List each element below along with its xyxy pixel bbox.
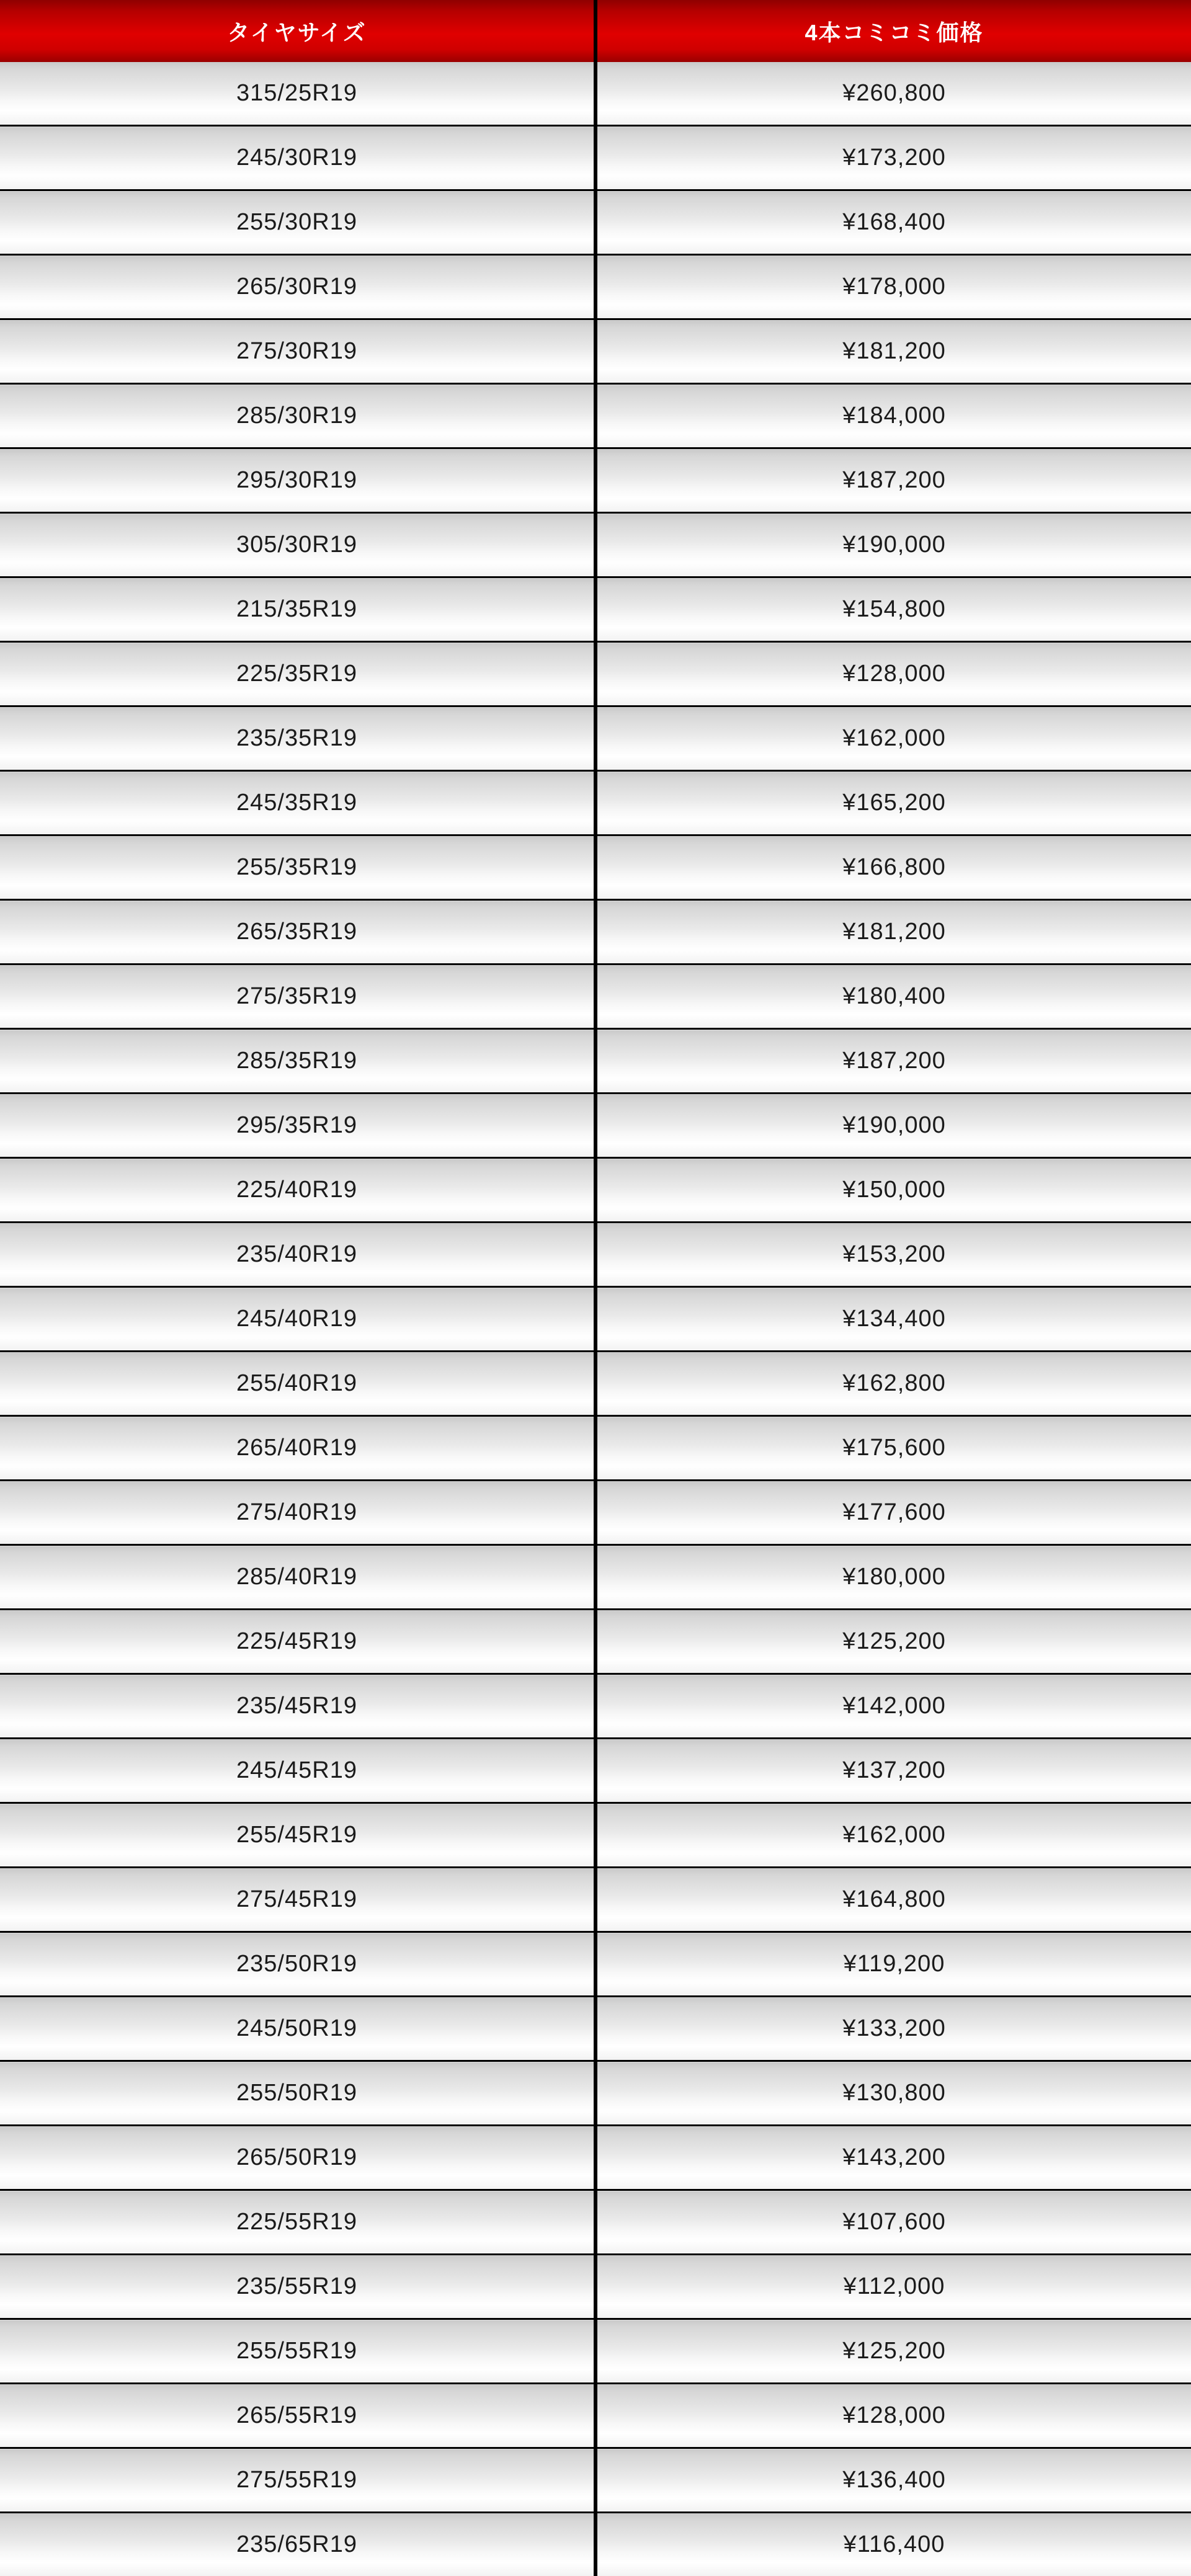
table-row (0, 2255, 1191, 2319)
cell-price (596, 836, 1191, 900)
table-row (0, 513, 1191, 577)
cell-tire-size (0, 577, 596, 642)
table-row (0, 642, 1191, 706)
price-value: ¥116,400 (597, 2531, 1191, 2558)
table-row (0, 1803, 1191, 1868)
cell-tire-size (0, 2126, 596, 2190)
price-value: ¥184,000 (597, 403, 1191, 429)
table-row (0, 1868, 1191, 1932)
price-value: ¥177,600 (597, 1499, 1191, 1526)
cell-tire-size (0, 513, 596, 577)
price-value: ¥150,000 (597, 1177, 1191, 1203)
table-row (0, 1481, 1191, 1545)
price-value: ¥181,200 (597, 338, 1191, 365)
cell-price (596, 1610, 1191, 1674)
cell-tire-size (0, 2448, 596, 2513)
cell-tire-size (0, 1029, 596, 1094)
tire-size-value: 295/30R19 (0, 467, 594, 494)
tire-size-value: 225/40R19 (0, 1177, 594, 1203)
price-value: ¥190,000 (597, 1112, 1191, 1139)
tire-size-value: 245/50R19 (0, 2015, 594, 2042)
price-value: ¥130,800 (597, 2080, 1191, 2106)
cell-tire-size (0, 1287, 596, 1352)
cell-tire-size (0, 1094, 596, 1158)
table-row (0, 2513, 1191, 2576)
table-row (0, 1674, 1191, 1739)
cell-price (596, 1416, 1191, 1481)
tire-size-value: 285/35R19 (0, 1048, 594, 1074)
cell-tire-size (0, 2384, 596, 2448)
tire-size-value: 235/50R19 (0, 1951, 594, 1977)
tire-size-value: 255/50R19 (0, 2080, 594, 2106)
cell-price (596, 577, 1191, 642)
cell-tire-size (0, 965, 596, 1029)
table-row (0, 1158, 1191, 1223)
table-row (0, 2384, 1191, 2448)
cell-tire-size (0, 771, 596, 836)
cell-tire-size (0, 1803, 596, 1868)
price-value: ¥128,000 (597, 2402, 1191, 2429)
cell-price (596, 642, 1191, 706)
table-row (0, 1223, 1191, 1287)
price-value: ¥162,000 (597, 725, 1191, 752)
cell-price (596, 2061, 1191, 2126)
tire-size-value: 255/55R19 (0, 2338, 594, 2364)
price-value: ¥128,000 (597, 661, 1191, 687)
cell-tire-size (0, 900, 596, 965)
table-row (0, 1352, 1191, 1416)
cell-tire-size (0, 1416, 596, 1481)
tire-size-value: 265/30R19 (0, 274, 594, 300)
tire-size-value: 275/55R19 (0, 2467, 594, 2494)
table-row (0, 1094, 1191, 1158)
tire-size-value: 255/45R19 (0, 1822, 594, 1848)
cell-price (596, 1932, 1191, 1997)
table-row (0, 1029, 1191, 1094)
price-value: ¥119,200 (597, 1951, 1191, 1977)
table-row (0, 1932, 1191, 1997)
table-header-row (0, 0, 1191, 62)
tire-size-value: 225/55R19 (0, 2209, 594, 2235)
price-value: ¥181,200 (597, 919, 1191, 945)
tire-size-value: 305/30R19 (0, 532, 594, 558)
table-row (0, 836, 1191, 900)
cell-price (596, 1352, 1191, 1416)
tire-size-value: 235/65R19 (0, 2531, 594, 2558)
cell-tire-size (0, 1158, 596, 1223)
table-row (0, 319, 1191, 384)
cell-price (596, 1481, 1191, 1545)
tire-size-value: 265/50R19 (0, 2144, 594, 2171)
table-row (0, 2319, 1191, 2384)
cell-tire-size (0, 2319, 596, 2384)
cell-price (596, 2255, 1191, 2319)
tire-size-value: 265/40R19 (0, 1435, 594, 1461)
table-row (0, 706, 1191, 771)
cell-tire-size (0, 2190, 596, 2255)
cell-tire-size (0, 2255, 596, 2319)
price-value: ¥162,000 (597, 1822, 1191, 1848)
cell-price (596, 2190, 1191, 2255)
cell-tire-size (0, 706, 596, 771)
price-value: ¥187,200 (597, 1048, 1191, 1074)
table-row (0, 2190, 1191, 2255)
tire-size-value: 225/35R19 (0, 661, 594, 687)
cell-price (596, 1545, 1191, 1610)
cell-price (596, 1997, 1191, 2061)
table-row (0, 900, 1191, 965)
cell-price (596, 1158, 1191, 1223)
cell-price (596, 513, 1191, 577)
cell-price (596, 1803, 1191, 1868)
tire-size-value: 235/35R19 (0, 725, 594, 752)
price-value: ¥153,200 (597, 1241, 1191, 1268)
cell-price (596, 2126, 1191, 2190)
tire-size-value: 225/45R19 (0, 1628, 594, 1655)
price-value: ¥166,800 (597, 854, 1191, 881)
cell-price (596, 190, 1191, 255)
cell-price (596, 384, 1191, 448)
cell-tire-size (0, 126, 596, 190)
tire-size-value: 255/30R19 (0, 209, 594, 236)
cell-price (596, 1223, 1191, 1287)
table-row (0, 1610, 1191, 1674)
tire-size-value: 245/30R19 (0, 145, 594, 171)
price-value: ¥125,200 (597, 2338, 1191, 2364)
table-row (0, 1997, 1191, 2061)
cell-tire-size (0, 190, 596, 255)
price-value: ¥136,400 (597, 2467, 1191, 2494)
table-row (0, 2448, 1191, 2513)
tire-size-value: 285/30R19 (0, 403, 594, 429)
tire-size-value: 245/45R19 (0, 1757, 594, 1784)
table-body (0, 62, 1191, 2576)
tire-size-value: 245/35R19 (0, 790, 594, 816)
table-row (0, 1416, 1191, 1481)
cell-price (596, 1868, 1191, 1932)
price-value: ¥165,200 (597, 790, 1191, 816)
cell-price (596, 706, 1191, 771)
tire-size-value: 275/35R19 (0, 983, 594, 1010)
table-row (0, 2061, 1191, 2126)
cell-tire-size (0, 642, 596, 706)
price-value: ¥175,600 (597, 1435, 1191, 1461)
price-value: ¥107,600 (597, 2209, 1191, 2235)
tire-size-value: 255/40R19 (0, 1370, 594, 1397)
price-value: ¥164,800 (597, 1886, 1191, 1913)
table-row (0, 1545, 1191, 1610)
table-row (0, 771, 1191, 836)
cell-tire-size (0, 1868, 596, 1932)
cell-price (596, 2319, 1191, 2384)
price-value: ¥187,200 (597, 467, 1191, 494)
cell-price (596, 62, 1191, 126)
tire-size-value: 315/25R19 (0, 80, 594, 107)
tire-size-value: 265/35R19 (0, 919, 594, 945)
cell-price (596, 1094, 1191, 1158)
cell-price (596, 1674, 1191, 1739)
price-value: ¥180,400 (597, 983, 1191, 1010)
cell-tire-size (0, 1545, 596, 1610)
cell-price (596, 1029, 1191, 1094)
cell-price (596, 771, 1191, 836)
cell-price (596, 1287, 1191, 1352)
tire-size-value: 275/45R19 (0, 1886, 594, 1913)
table-row (0, 1287, 1191, 1352)
tire-size-value: 285/40R19 (0, 1564, 594, 1590)
cell-price (596, 2448, 1191, 2513)
cell-tire-size (0, 62, 596, 126)
price-value: ¥190,000 (597, 532, 1191, 558)
cell-tire-size (0, 2513, 596, 2576)
tire-size-value: 275/40R19 (0, 1499, 594, 1526)
tire-size-value: 245/40R19 (0, 1306, 594, 1332)
cell-price (596, 126, 1191, 190)
tire-size-value: 215/35R19 (0, 596, 594, 623)
price-value: ¥173,200 (597, 145, 1191, 171)
cell-tire-size (0, 1997, 596, 2061)
cell-tire-size (0, 448, 596, 513)
table-row (0, 577, 1191, 642)
column-header-tire-size: タイヤサイズ (0, 0, 596, 62)
price-value: ¥142,000 (597, 1693, 1191, 1719)
table-row (0, 126, 1191, 190)
price-value: ¥154,800 (597, 596, 1191, 623)
cell-tire-size (0, 1352, 596, 1416)
table-row (0, 2126, 1191, 2190)
cell-tire-size (0, 1481, 596, 1545)
price-value: ¥143,200 (597, 2144, 1191, 2171)
table-row (0, 190, 1191, 255)
tire-size-value: 235/45R19 (0, 1693, 594, 1719)
price-value: ¥168,400 (597, 209, 1191, 236)
cell-tire-size (0, 1223, 596, 1287)
cell-price (596, 319, 1191, 384)
cell-price (596, 255, 1191, 319)
price-value: ¥133,200 (597, 2015, 1191, 2042)
price-value: ¥260,800 (597, 80, 1191, 107)
price-value: ¥134,400 (597, 1306, 1191, 1332)
cell-tire-size (0, 1739, 596, 1803)
tire-size-value: 275/30R19 (0, 338, 594, 365)
cell-price (596, 1739, 1191, 1803)
cell-tire-size (0, 1932, 596, 1997)
tire-size-value: 235/55R19 (0, 2273, 594, 2300)
table-row (0, 255, 1191, 319)
cell-price (596, 448, 1191, 513)
cell-tire-size (0, 1674, 596, 1739)
price-value: ¥162,800 (597, 1370, 1191, 1397)
cell-price (596, 2513, 1191, 2576)
cell-price (596, 965, 1191, 1029)
price-value: ¥178,000 (597, 274, 1191, 300)
cell-tire-size (0, 2061, 596, 2126)
price-value: ¥180,000 (597, 1564, 1191, 1590)
table-row (0, 62, 1191, 126)
column-header-price: 4本コミコミ価格 (596, 0, 1191, 62)
table-row (0, 965, 1191, 1029)
tire-size-value: 295/35R19 (0, 1112, 594, 1139)
tire-size-value: 255/35R19 (0, 854, 594, 881)
price-value: ¥137,200 (597, 1757, 1191, 1784)
price-value: ¥125,200 (597, 1628, 1191, 1655)
cell-tire-size (0, 1610, 596, 1674)
table-row (0, 448, 1191, 513)
price-value: ¥112,000 (597, 2273, 1191, 2300)
table-row (0, 384, 1191, 448)
cell-price (596, 2384, 1191, 2448)
table-row (0, 1739, 1191, 1803)
cell-tire-size (0, 836, 596, 900)
cell-tire-size (0, 319, 596, 384)
table-header (0, 0, 1191, 62)
tire-size-value: 235/40R19 (0, 1241, 594, 1268)
cell-tire-size (0, 384, 596, 448)
tire-size-value: 265/55R19 (0, 2402, 594, 2429)
cell-price (596, 900, 1191, 965)
cell-tire-size (0, 255, 596, 319)
